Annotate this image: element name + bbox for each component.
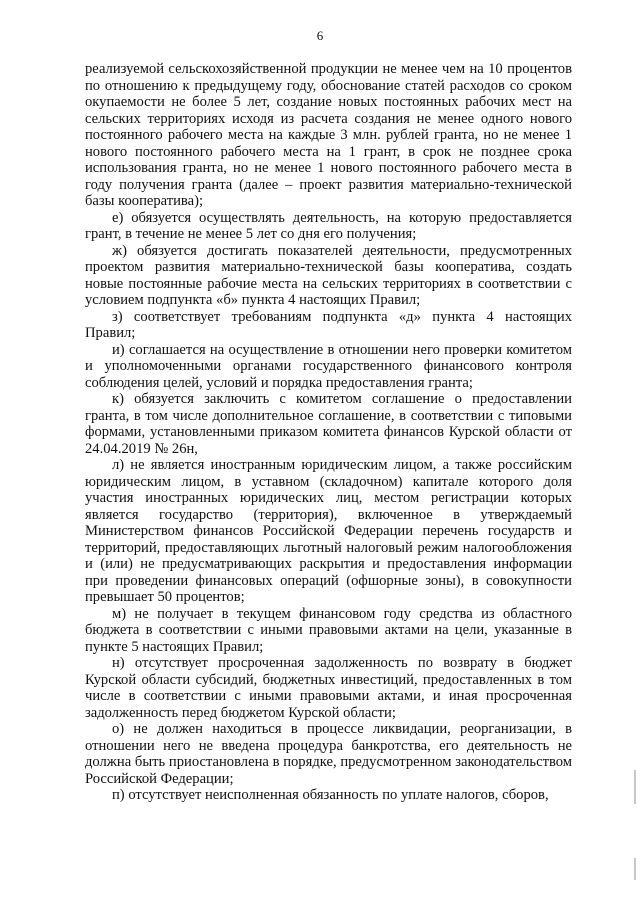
paragraph-item-e: е) обязуется осуществлять деятельность, на которую предоставляется грант, в течение не менее 5 лет со дня его получения;: [85, 209, 572, 242]
paragraph-item-l: л) не является иностранным юридическим лицом, а также российским юридическим лицом, в уставном (складочном) капитале которого доля участия иностранных юридических лиц, местом регистрации которых является государство (территория), включенное в утверждаемый Министерством финансов Российской Федерации перечень государств и территорий, предоставляющих льготный налоговый режим налогообложения и (или) не предусматривающих раскрытия и предоставления информации при проведении финансовых операций (офшорные зоны), в совокупности превышает 50 процентов;: [85, 457, 572, 605]
paragraph-item-o: о) не должен находиться в процессе ликвидации, реорганизации, в отношении него не введена процедура банкротства, его деятельность не должна быть приостановлена в порядке, предусмотренном законодательством Российской Федерации;: [85, 721, 572, 787]
page-number: 6: [316, 28, 324, 43]
scan-margin-mark: [634, 858, 636, 880]
paragraph-continuation: реализуемой сельскохозяйственной продукции не менее чем на 10 процентов по отношению к предыдущему году, обоснование статей расходов со сроком окупаемости не более 5 лет, создание новых постоянных рабочих мест на сельских территориях исходя из расчета создания не менее одного нового постоянного рабочего места на каждые 3 млн. рублей гранта, но не менее 1 нового постоянного рабочего места на 1 грант, в срок не позднее срока использования гранта, но не менее 1 нового постоянного рабочего места в году получения гранта (далее – проект развития материально-технической базы кооператива);: [85, 61, 572, 209]
paragraph-item-p: п) отсутствует неисполненная обязанность по уплате налогов, сборов,: [112, 787, 549, 803]
paragraph-item-zh: ж) обязуется достигать показателей деятельности, предусмотренных проектом развития материально-технической базы кооператива, создать новые постоянные рабочие места на сельских территориях в соответствии с условием подпункта «б» пункта 4 настоящих Правил;: [85, 242, 572, 308]
scan-margin-mark: [634, 770, 636, 804]
paragraph-item-z: з) соответствует требованиям подпункта «д» пункта 4 настоящих Правил;: [85, 308, 572, 341]
paragraph-item-n: н) отсутствует просроченная задолженность по возврату в бюджет Курской области субсидий, бюджетных инвестиций, предоставленных в том числе в соответствии с иными правовыми актами, и иная просроченная задолженность перед бюджетом Курской области;: [85, 655, 572, 721]
document-body: [85, 61, 572, 804]
paragraph-item-k: к) обязуется заключить с комитетом соглашение о предоставлении гранта, в том числе дополнительное соглашение, в соответствии с типовыми формами, установленными приказом комитета финансов Курской области от 24.04.2019 № 26н,: [85, 391, 572, 457]
paragraph-item-i: и) соглашается на осуществление в отношении него проверки комитетом и уполномоченными органами государственного финансового контроля соблюдения целей, условий и порядка предоставления гранта;: [85, 341, 572, 391]
paragraph-item-m: м) не получает в текущем финансовом году средства из областного бюджета в соответствии с иными правовыми актами на цели, указанные в пункте 5 настоящих Правил;: [85, 605, 572, 655]
